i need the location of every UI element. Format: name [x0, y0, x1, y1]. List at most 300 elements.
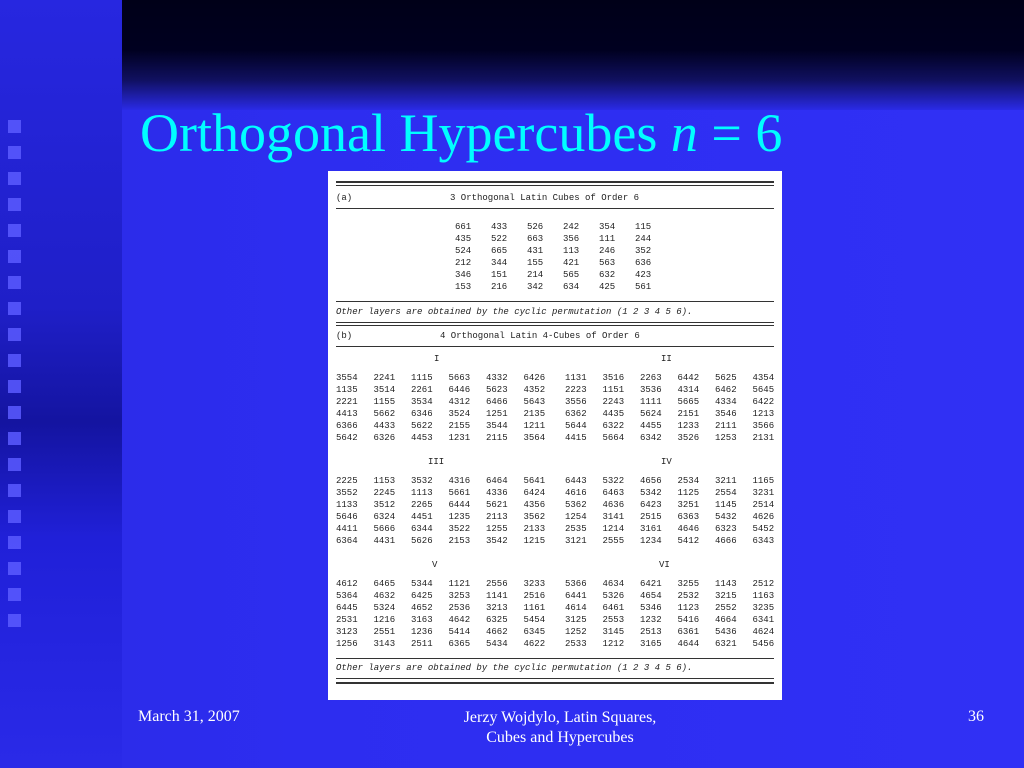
grid-cell: 3231 — [752, 488, 775, 499]
grid-cell: 5663 — [448, 373, 471, 383]
part-a-label: (a) — [336, 193, 353, 203]
grid-cell: 244 — [635, 234, 652, 245]
grid-cell: 3211 — [715, 476, 737, 486]
grid-cell: 4332 — [486, 373, 508, 383]
grid-cell: 4614 — [565, 603, 587, 614]
grid-row — [336, 487, 561, 499]
grid-cell: 4666 — [715, 536, 737, 547]
grid-row — [455, 257, 671, 269]
grid-cell: 2221 — [336, 397, 358, 408]
grid-row — [565, 578, 790, 590]
grid-cell: 1234 — [640, 536, 662, 547]
grid-cell: 5621 — [486, 500, 508, 511]
grid-row — [565, 626, 790, 638]
grid-cell: 4644 — [677, 639, 700, 650]
rule — [336, 325, 774, 326]
grid-row — [455, 221, 671, 233]
grid-cell: 1145 — [715, 500, 737, 511]
grid-cell: 4413 — [336, 409, 358, 420]
grid-cell: 4626 — [752, 512, 775, 523]
grid-cell: 1215 — [523, 536, 546, 547]
grid-row — [336, 626, 561, 638]
grid-cell: 6462 — [715, 385, 737, 396]
grid-cell: 3532 — [411, 476, 433, 486]
grid-row — [336, 384, 561, 396]
grid-cell: 6323 — [715, 524, 737, 535]
block-label: IV — [661, 457, 672, 467]
grid-cell: 1113 — [411, 488, 433, 499]
grid-cell: 3534 — [411, 397, 433, 408]
grid-row — [336, 511, 561, 523]
grid-cell: 1161 — [523, 603, 546, 614]
grid-cell: 1135 — [336, 385, 358, 396]
grid-cell: 1133 — [336, 500, 358, 511]
grid-cell: 2515 — [640, 512, 662, 523]
grid-cell: 3546 — [715, 409, 737, 420]
grid-cell: 2261 — [411, 385, 433, 396]
grid-cell: 2245 — [373, 488, 396, 499]
grid-cell: 1252 — [565, 627, 587, 638]
grid-cell: 6446 — [448, 385, 471, 396]
part-b-label: (b) — [336, 331, 353, 341]
grid-cell: 1141 — [486, 591, 508, 602]
grid-cell: 3233 — [523, 579, 546, 589]
grid-cell: 2223 — [565, 385, 587, 396]
grid-cell: 6425 — [411, 591, 433, 602]
grid-cell: 6364 — [336, 536, 358, 547]
grid-row — [565, 475, 790, 487]
grid-cell: 6466 — [486, 397, 508, 408]
grid-cell: 1211 — [523, 421, 546, 432]
grid-cell: 4336 — [486, 488, 508, 499]
grid-cell: 5456 — [752, 639, 775, 650]
grid-cell: 6342 — [640, 433, 662, 444]
grid-cell: 2113 — [486, 512, 508, 523]
grid-cell: 2533 — [565, 639, 587, 650]
grid-cell: 5644 — [565, 421, 587, 432]
grid-cell: 5412 — [677, 536, 700, 547]
rule — [336, 658, 774, 659]
grid-cell: 3161 — [640, 524, 662, 535]
grid-cell: 1254 — [565, 512, 587, 523]
grid-cell: 1155 — [373, 397, 396, 408]
cyclic-note: Other layers are obtained by the cyclic permutation (1 2 3 4 5 6). — [336, 307, 693, 317]
grid-cell: 661 — [455, 222, 472, 232]
grid-cell: 3121 — [565, 536, 587, 547]
grid-cell: 5434 — [486, 639, 508, 650]
grid-cell: 3556 — [565, 397, 587, 408]
grid-cell: 2151 — [677, 409, 700, 420]
grid-cell: 4632 — [373, 591, 396, 602]
rule — [336, 181, 774, 183]
grid-row — [336, 638, 561, 650]
grid-cell: 3526 — [677, 433, 700, 444]
grid-cell: 2225 — [336, 476, 358, 486]
grid-cell: 2511 — [411, 639, 433, 650]
decor-squares — [8, 120, 34, 640]
grid-cell: 4451 — [411, 512, 433, 523]
grid-cell: 4616 — [565, 488, 587, 499]
grid-cell: 344 — [491, 258, 508, 269]
rule — [336, 301, 774, 302]
grid-cell: 565 — [563, 270, 580, 281]
grid-cell: 2155 — [448, 421, 471, 432]
grid-cell: 2551 — [373, 627, 396, 638]
grid-cell: 1216 — [373, 615, 396, 626]
grid-cell: 2131 — [752, 433, 775, 444]
grid-cell: 242 — [563, 222, 580, 232]
grid-cell: 3255 — [677, 579, 700, 589]
grid-cell: 1214 — [602, 524, 625, 535]
grid-cell: 3125 — [565, 615, 587, 626]
grid-cell: 1115 — [411, 373, 433, 383]
grid-row — [565, 432, 790, 444]
grid-cell: 3514 — [373, 385, 396, 396]
grid-cell: 4411 — [336, 524, 358, 535]
block-label: V — [432, 560, 438, 570]
grid-row — [336, 432, 561, 444]
grid-cell: 6362 — [565, 409, 587, 420]
grid-row — [336, 396, 561, 408]
grid-cell: 352 — [635, 246, 652, 257]
footer-title-line2: Cubes and Hypercubes — [486, 729, 634, 746]
rule — [336, 678, 774, 679]
title-variable: n — [670, 103, 698, 163]
grid-cell: 5326 — [602, 591, 625, 602]
grid-cell: 2531 — [336, 615, 358, 626]
grid-cell: 2554 — [715, 488, 737, 499]
grid-row — [455, 269, 671, 281]
grid-cell: 4624 — [752, 627, 775, 638]
grid-cell: 4314 — [677, 385, 700, 396]
grid-row — [565, 372, 790, 384]
block-label: III — [428, 457, 445, 467]
rule — [336, 322, 774, 323]
rule — [336, 208, 774, 209]
grid-cell: 632 — [599, 270, 616, 281]
grid-cell: 4652 — [411, 603, 433, 614]
grid-cell: 115 — [635, 222, 652, 232]
grid-cell: 6465 — [373, 579, 396, 589]
grid-cell: 1151 — [602, 385, 625, 396]
grid-cell: 1213 — [752, 409, 775, 420]
grid-cell: 6322 — [602, 421, 625, 432]
grid-row — [336, 523, 561, 535]
grid-cell: 4622 — [523, 639, 546, 650]
grid-cell: 3524 — [448, 409, 471, 420]
grid-cell: 3536 — [640, 385, 662, 396]
grid-cell: 5626 — [411, 536, 433, 547]
grid-cell: 2555 — [602, 536, 625, 547]
grid-row — [565, 487, 790, 499]
grid-cell: 1131 — [565, 373, 587, 383]
grid-cell: 6321 — [715, 639, 737, 650]
grid-cell: 214 — [527, 270, 544, 281]
grid-cell: 3512 — [373, 500, 396, 511]
grid-cell: 2243 — [602, 397, 625, 408]
grid-cell: 1232 — [640, 615, 662, 626]
grid-cell: 3235 — [752, 603, 775, 614]
grid-cell: 4316 — [448, 476, 471, 486]
grid-cell: 5666 — [373, 524, 396, 535]
grid-cell: 5324 — [373, 603, 396, 614]
grid-cell: 6343 — [752, 536, 775, 547]
grid-row — [336, 602, 561, 614]
grid-cell: 4312 — [448, 397, 471, 408]
grid-cell: 524 — [455, 246, 472, 257]
grid-cell: 5432 — [715, 512, 737, 523]
grid-cell: 4354 — [752, 373, 775, 383]
grid-cell: 1163 — [752, 591, 775, 602]
grid-cell: 6421 — [640, 579, 662, 589]
grid-cell: 3143 — [373, 639, 396, 650]
grid-cell: 3145 — [602, 627, 625, 638]
grid-cell: 1153 — [373, 476, 396, 486]
grid-row — [565, 614, 790, 626]
grid-cell: 6363 — [677, 512, 700, 523]
grid-cell: 634 — [563, 282, 580, 293]
grid-cell: 4656 — [640, 476, 662, 486]
grid-row — [336, 408, 561, 420]
grid-row — [565, 384, 790, 396]
grid-cell: 5624 — [640, 409, 662, 420]
grid-cell: 1235 — [448, 512, 471, 523]
grid-cell: 3213 — [486, 603, 508, 614]
grid-cell: 153 — [455, 282, 472, 293]
grid-cell: 433 — [491, 222, 508, 232]
grid-cell: 6345 — [523, 627, 546, 638]
grid-row — [336, 475, 561, 487]
grid-cell: 563 — [599, 258, 616, 269]
grid-cell: 6463 — [602, 488, 625, 499]
grid-cell: 6344 — [411, 524, 433, 535]
grid-cell: 3163 — [411, 615, 433, 626]
grid-cell: 4431 — [373, 536, 396, 547]
grid-cell: 6441 — [565, 591, 587, 602]
grid-cell: 6443 — [565, 476, 587, 486]
grid-cell: 6464 — [486, 476, 508, 486]
top-band — [122, 0, 1024, 110]
grid-cell: 4352 — [523, 385, 546, 396]
grid-cell: 1125 — [677, 488, 700, 499]
grid-cell: 5346 — [640, 603, 662, 614]
grid-cell: 5664 — [602, 433, 625, 444]
grid-cell: 151 — [491, 270, 508, 281]
grid-cell: 6324 — [373, 512, 396, 523]
grid-cell: 522 — [491, 234, 508, 245]
grid-cell: 2514 — [752, 500, 775, 511]
footer-date: March 31, 2007 — [138, 708, 240, 725]
grid-row — [336, 578, 561, 590]
grid-row — [336, 499, 561, 511]
grid-cell: 3141 — [602, 512, 625, 523]
grid-cell: 1233 — [677, 421, 700, 432]
grid-cell: 212 — [455, 258, 472, 269]
block-label: II — [661, 354, 672, 364]
grid-cell: 4453 — [411, 433, 433, 444]
grid-cell: 2133 — [523, 524, 546, 535]
grid-cell: 246 — [599, 246, 616, 257]
grid-cell: 5416 — [677, 615, 700, 626]
grid-cell: 3562 — [523, 512, 546, 523]
grid-cell: 5452 — [752, 524, 775, 535]
grid-cell: 4654 — [640, 591, 662, 602]
grid-cell: 3564 — [523, 433, 546, 444]
grid-cell: 6366 — [336, 421, 358, 432]
grid-cell: 1111 — [640, 397, 662, 408]
grid-cell: 435 — [455, 234, 472, 245]
grid-cell: 111 — [599, 234, 616, 245]
grid-cell: 4455 — [640, 421, 662, 432]
grid-row — [336, 420, 561, 432]
grid-cell: 2535 — [565, 524, 587, 535]
grid-cell: 4334 — [715, 397, 737, 408]
grid-cell: 5625 — [715, 373, 737, 383]
scanned-table-figure — [328, 171, 782, 700]
grid-cell: 5645 — [752, 385, 775, 396]
grid-cell: 4634 — [602, 579, 625, 589]
grid-row — [565, 511, 790, 523]
grid-cell: 1212 — [602, 639, 625, 650]
rule — [336, 346, 774, 347]
grid-cell: 6422 — [752, 397, 775, 408]
grid-cell: 2534 — [677, 476, 700, 486]
grid-cell: 1236 — [411, 627, 433, 638]
grid-cell: 2553 — [602, 615, 625, 626]
grid-cell: 4636 — [602, 500, 625, 511]
grid-cell: 1121 — [448, 579, 471, 589]
block-grid — [565, 578, 790, 651]
block-label: VI — [659, 560, 670, 570]
grid-cell: 3215 — [715, 591, 737, 602]
block-grid — [565, 372, 790, 445]
grid-cell: 5622 — [411, 421, 433, 432]
grid-row — [565, 602, 790, 614]
grid-cell: 423 — [635, 270, 652, 281]
grid-cell: 431 — [527, 246, 544, 257]
grid-cell: 4433 — [373, 421, 396, 432]
grid-cell: 3522 — [448, 524, 471, 535]
grid-cell: 3552 — [336, 488, 358, 499]
grid-cell: 5364 — [336, 591, 358, 602]
title-text: Orthogonal Hypercubes — [140, 103, 658, 163]
part-a-grid — [455, 221, 671, 294]
grid-cell: 3253 — [448, 591, 471, 602]
block-label: I — [434, 354, 440, 364]
block-grid — [336, 475, 561, 548]
grid-cell: 1123 — [677, 603, 700, 614]
grid-cell: 5665 — [677, 397, 700, 408]
grid-row — [336, 590, 561, 602]
part-a-title: 3 Orthogonal Latin Cubes of Order 6 — [450, 193, 640, 203]
grid-cell: 5366 — [565, 579, 587, 589]
left-decor-strip — [0, 0, 122, 768]
rule — [336, 682, 774, 684]
grid-row — [455, 233, 671, 245]
grid-cell: 526 — [527, 222, 544, 232]
grid-cell: 2263 — [640, 373, 662, 383]
grid-cell: 5646 — [336, 512, 358, 523]
grid-cell: 6424 — [523, 488, 546, 499]
rule — [336, 185, 774, 186]
grid-row — [565, 499, 790, 511]
grid-cell: 6361 — [677, 627, 700, 638]
grid-row — [455, 245, 671, 257]
grid-cell: 421 — [563, 258, 580, 269]
grid-cell: 2532 — [677, 591, 700, 602]
grid-cell: 1143 — [715, 579, 737, 589]
grid-cell: 5414 — [448, 627, 471, 638]
grid-cell: 1251 — [486, 409, 508, 420]
grid-cell: 216 — [491, 282, 508, 293]
grid-cell: 5661 — [448, 488, 471, 499]
grid-cell: 2241 — [373, 373, 396, 383]
grid-cell: 636 — [635, 258, 652, 269]
grid-cell: 4435 — [602, 409, 625, 420]
grid-cell: 6346 — [411, 409, 433, 420]
grid-cell: 5643 — [523, 397, 546, 408]
grid-cell: 5322 — [602, 476, 625, 486]
grid-cell: 2115 — [486, 433, 508, 444]
block-grid — [565, 475, 790, 548]
block-grid — [336, 578, 561, 651]
grid-cell: 5362 — [565, 500, 587, 511]
grid-cell: 5623 — [486, 385, 508, 396]
grid-cell: 5454 — [523, 615, 546, 626]
grid-cell: 6423 — [640, 500, 662, 511]
grid-cell: 2556 — [486, 579, 508, 589]
grid-cell: 2536 — [448, 603, 471, 614]
grid-cell: 3165 — [640, 639, 662, 650]
grid-cell: 561 — [635, 282, 652, 293]
grid-cell: 346 — [455, 270, 472, 281]
grid-row — [336, 372, 561, 384]
grid-row — [565, 408, 790, 420]
grid-cell: 155 — [527, 258, 544, 269]
grid-cell: 2516 — [523, 591, 546, 602]
grid-row — [336, 614, 561, 626]
grid-cell: 5642 — [336, 433, 358, 444]
grid-cell: 3554 — [336, 373, 358, 383]
grid-cell: 1256 — [336, 639, 358, 650]
grid-cell: 6444 — [448, 500, 471, 511]
title-equation: = 6 — [711, 103, 783, 163]
grid-cell: 2513 — [640, 627, 662, 638]
grid-cell: 6461 — [602, 603, 625, 614]
footer-title — [380, 708, 740, 748]
slide-title — [140, 102, 782, 164]
grid-cell: 3542 — [486, 536, 508, 547]
grid-cell: 425 — [599, 282, 616, 293]
grid-cell: 4356 — [523, 500, 546, 511]
grid-cell: 5662 — [373, 409, 396, 420]
grid-cell: 2135 — [523, 409, 546, 420]
grid-cell: 6365 — [448, 639, 471, 650]
grid-cell: 2512 — [752, 579, 775, 589]
grid-cell: 3251 — [677, 500, 700, 511]
grid-cell: 663 — [527, 234, 544, 245]
grid-cell: 5641 — [523, 476, 546, 486]
grid-cell: 4646 — [677, 524, 700, 535]
grid-cell: 3123 — [336, 627, 358, 638]
grid-row — [565, 535, 790, 547]
grid-cell: 2111 — [715, 421, 737, 432]
grid-cell: 6326 — [373, 433, 396, 444]
grid-cell: 6325 — [486, 615, 508, 626]
part-b-title: 4 Orthogonal Latin 4-Cubes of Order 6 — [440, 331, 640, 341]
grid-cell: 6426 — [523, 373, 546, 383]
grid-cell: 5436 — [715, 627, 737, 638]
